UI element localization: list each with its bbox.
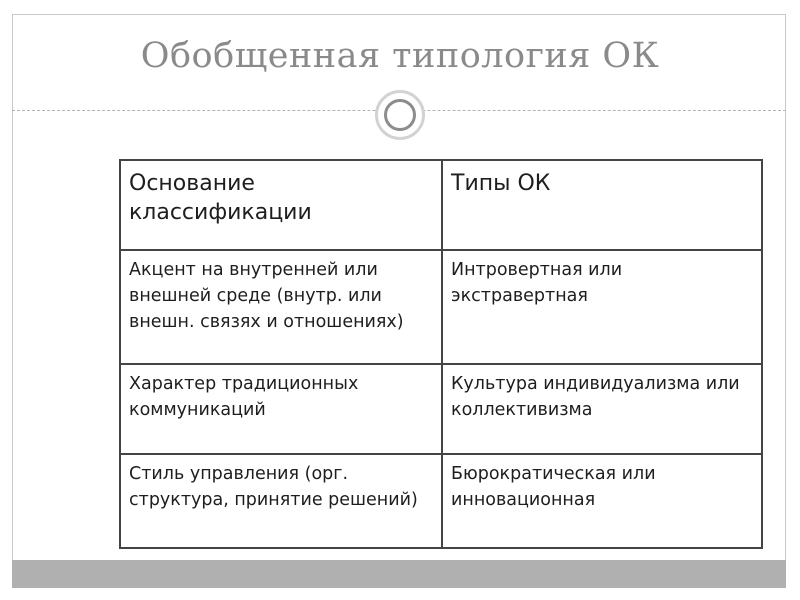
table-cell: Интровертная или экстравертная [442, 250, 762, 364]
table-header-row [120, 160, 762, 250]
table-cell: Бюрократическая или инновационная [442, 454, 762, 548]
footer-band [12, 560, 786, 588]
circle-ornament-inner [384, 99, 416, 131]
header-cell-types: Типы ОК [442, 160, 762, 250]
table-row [120, 454, 762, 548]
header-cell-basis: Основание классификации [120, 160, 442, 250]
table-cell: Характер традиционных коммуникаций [120, 364, 442, 454]
table-cell: Культура индивидуализма или коллективизма [442, 364, 762, 454]
table-row [120, 250, 762, 364]
table-cell: Стиль управления (орг. структура, принятие решений) [120, 454, 442, 548]
table-cell: Акцент на внутренней или внешней среде (внутр. или внешн. связях и отношениях) [120, 250, 442, 364]
typology-table [119, 159, 763, 549]
table-row [120, 364, 762, 454]
slide-title: Обобщенная типология ОК [140, 36, 660, 76]
circle-ornament-icon [375, 90, 425, 140]
